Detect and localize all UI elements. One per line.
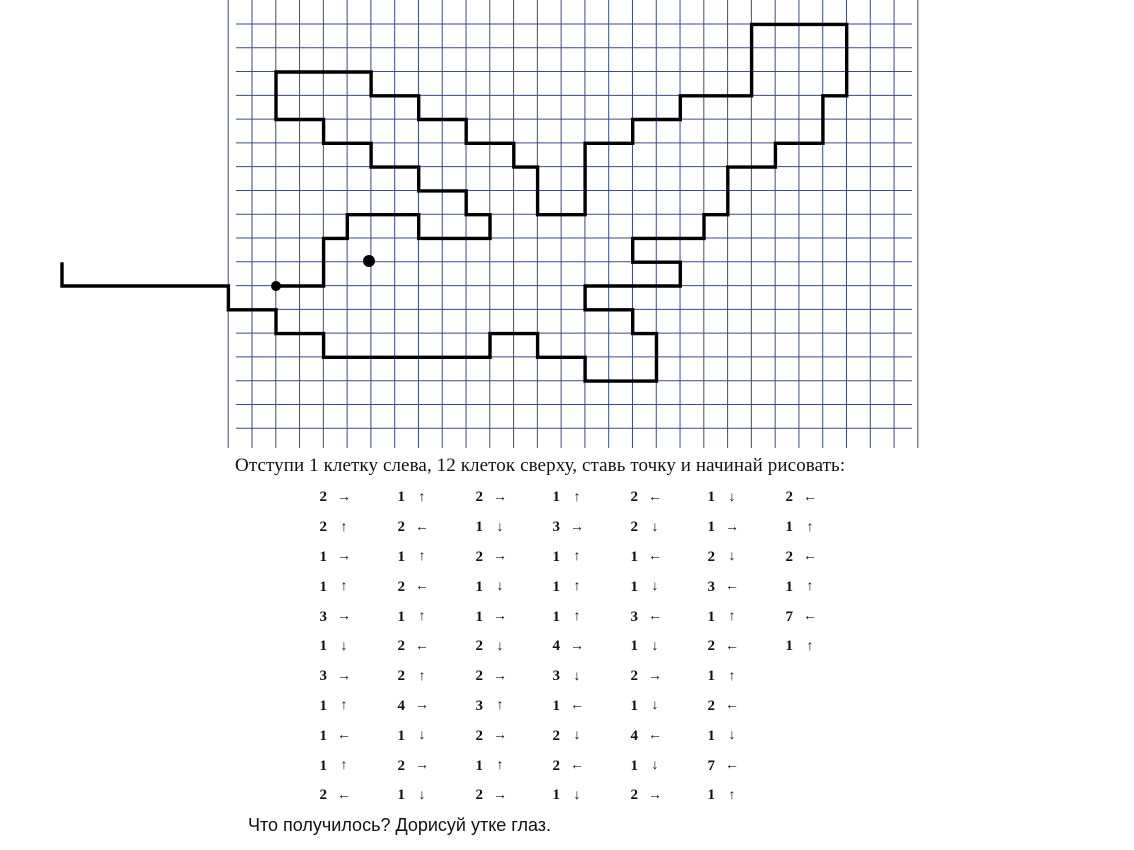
command-count: 1 [707,519,715,536]
command-item [546,602,626,632]
command-count: 2 [475,489,483,506]
command-column [313,483,393,811]
arrow-up-icon: ↑ [496,758,504,774]
command-count: 1 [475,519,483,536]
command-item [469,543,549,573]
command-item [391,632,471,662]
arrow-right-icon: → [648,787,662,803]
arrow-up-icon: ↑ [728,609,736,625]
arrow-up-icon: ↑ [418,668,426,684]
command-count: 2 [552,757,560,774]
command-count: 2 [319,787,327,804]
arrow-right-icon: → [493,728,507,744]
command-count: 2 [630,489,638,506]
arrow-up-icon: ↑ [418,489,426,505]
command-item [546,483,626,513]
command-item [779,513,859,543]
command-item [701,572,781,602]
command-count: 1 [552,787,560,804]
command-count: 1 [319,578,327,595]
arrow-right-icon: → [337,668,351,684]
command-item [701,721,781,751]
arrow-left-icon: ← [415,638,429,654]
arrow-up-icon: ↑ [496,698,504,714]
arrow-left-icon: ← [570,758,584,774]
command-count: 2 [707,697,715,714]
arrow-right-icon: → [725,519,739,535]
command-column [391,483,471,811]
command-count: 3 [630,608,638,625]
arrow-down-icon: ↓ [728,549,736,565]
command-item [546,692,626,722]
arrow-up-icon: ↑ [573,489,581,505]
command-count: 1 [707,787,715,804]
command-item [313,662,393,692]
command-count: 2 [475,727,483,744]
arrow-right-icon: → [648,668,662,684]
arrow-left-icon: ← [803,609,817,625]
arrow-down-icon: ↓ [651,638,659,654]
command-count: 1 [552,578,560,595]
command-item [313,513,393,543]
arrow-right-icon: → [493,668,507,684]
command-item [313,632,393,662]
arrow-right-icon: → [337,609,351,625]
command-count: 1 [785,638,793,655]
arrow-right-icon: → [415,698,429,714]
command-item [779,572,859,602]
command-item [313,572,393,602]
arrow-right-icon: → [337,489,351,505]
arrow-down-icon: ↓ [573,787,581,803]
command-column [701,483,781,811]
arrow-left-icon: ← [337,787,351,803]
question-text: Что получилось? Дорисуй утке глаз. [248,815,552,835]
command-count: 2 [319,519,327,536]
command-count: 1 [397,548,405,565]
command-count: 1 [397,787,405,804]
command-item [624,602,704,632]
command-item [313,483,393,513]
command-item [546,513,626,543]
command-item [624,572,704,602]
command-item [624,751,704,781]
command-item [701,602,781,632]
command-item [391,662,471,692]
command-count: 2 [707,548,715,565]
arrow-up-icon: ↑ [418,609,426,625]
command-count: 2 [397,757,405,774]
command-item [313,721,393,751]
command-item [469,602,549,632]
command-item [624,692,704,722]
command-count: 1 [552,548,560,565]
command-item [391,721,471,751]
command-count: 1 [319,638,327,655]
command-count: 1 [552,697,560,714]
grid-lines [228,0,918,450]
command-count: 1 [707,727,715,744]
arrow-right-icon: → [493,787,507,803]
command-item [391,513,471,543]
command-count: 1 [475,578,483,595]
command-count: 2 [475,548,483,565]
arrow-down-icon: ↓ [728,489,736,505]
arrow-down-icon: ↓ [573,728,581,744]
command-count: 3 [475,697,483,714]
command-item [469,483,549,513]
command-count: 2 [397,638,405,655]
command-count: 2 [475,668,483,685]
arrow-down-icon: ↓ [496,638,504,654]
command-item [391,543,471,573]
command-item [391,602,471,632]
arrow-down-icon: ↓ [418,787,426,803]
command-column [546,483,626,811]
command-item [469,662,549,692]
arrow-right-icon: → [337,549,351,565]
command-count: 4 [397,697,405,714]
arrow-up-icon: ↑ [728,787,736,803]
command-item [701,543,781,573]
duck-eye-dot [363,255,375,267]
command-count: 1 [475,757,483,774]
command-item [779,483,859,513]
command-item [546,662,626,692]
arrow-left-icon: ← [803,549,817,565]
arrow-right-icon: → [570,638,584,654]
arrow-up-icon: ↑ [340,579,348,595]
command-column [469,483,549,811]
command-item [546,751,626,781]
arrow-up-icon: ↑ [728,668,736,684]
command-item [546,721,626,751]
duck-outline [62,24,847,381]
command-count: 2 [785,489,793,506]
command-column [779,483,859,662]
command-item [624,662,704,692]
command-count: 1 [785,519,793,536]
arrow-right-icon: → [493,489,507,505]
arrow-right-icon: → [415,758,429,774]
command-count: 7 [785,608,793,625]
command-count: 1 [707,489,715,506]
command-column [624,483,704,811]
command-count: 2 [630,519,638,536]
command-count: 4 [630,727,638,744]
command-item [624,721,704,751]
command-item [624,543,704,573]
command-item [779,543,859,573]
command-count: 1 [552,608,560,625]
arrow-right-icon: → [570,519,584,535]
command-count: 1 [785,578,793,595]
arrow-up-icon: ↑ [806,638,814,654]
command-count: 1 [397,608,405,625]
instruction-text: Отступи 1 клетку слева, 12 клеток сверху, ставь точку и начинай рисовать: [235,455,846,476]
arrow-left-icon: ← [648,728,662,744]
arrow-down-icon: ↓ [496,519,504,535]
arrow-up-icon: ↑ [573,609,581,625]
command-count: 3 [319,668,327,685]
arrow-up-icon: ↑ [806,579,814,595]
command-count: 2 [319,489,327,506]
arrow-down-icon: ↓ [651,519,659,535]
command-item [391,692,471,722]
command-item [313,602,393,632]
command-count: 2 [785,548,793,565]
command-item [701,483,781,513]
arrow-left-icon: ← [570,698,584,714]
command-count: 2 [630,668,638,685]
command-item [391,751,471,781]
command-count: 4 [552,638,560,655]
command-count: 1 [319,727,327,744]
arrow-left-icon: ← [803,489,817,505]
command-item [546,781,626,811]
start-dot [271,281,281,291]
command-item [469,751,549,781]
command-item [391,572,471,602]
command-item [313,543,393,573]
command-item [701,781,781,811]
command-count: 2 [475,787,483,804]
command-count: 1 [707,668,715,685]
arrow-down-icon: ↓ [651,579,659,595]
command-item [701,632,781,662]
command-item [701,513,781,543]
command-item [469,572,549,602]
arrow-left-icon: ← [648,609,662,625]
arrow-down-icon: ↓ [340,638,348,654]
arrow-left-icon: ← [725,638,739,654]
command-count: 2 [475,638,483,655]
command-item [624,513,704,543]
command-item [624,781,704,811]
command-count: 1 [319,757,327,774]
command-count: 2 [707,638,715,655]
arrow-right-icon: → [493,549,507,565]
command-count: 1 [630,697,638,714]
command-item [546,543,626,573]
command-count: 2 [397,668,405,685]
command-count: 1 [630,548,638,565]
command-count: 1 [707,608,715,625]
command-count: 3 [707,578,715,595]
command-item [469,513,549,543]
command-item [391,781,471,811]
arrow-right-icon: → [493,609,507,625]
arrow-left-icon: ← [725,579,739,595]
command-item [313,751,393,781]
arrow-up-icon: ↑ [573,549,581,565]
command-count: 3 [319,608,327,625]
arrow-down-icon: ↓ [651,698,659,714]
arrow-left-icon: ← [337,728,351,744]
command-count: 1 [475,608,483,625]
command-item [701,692,781,722]
command-count: 2 [630,787,638,804]
arrow-up-icon: ↑ [340,519,348,535]
command-count: 1 [630,638,638,655]
command-item [469,721,549,751]
arrow-down-icon: ↓ [651,758,659,774]
command-item [779,602,859,632]
arrow-down-icon: ↓ [418,728,426,744]
command-item [313,781,393,811]
arrow-up-icon: ↑ [573,579,581,595]
command-item [469,692,549,722]
arrow-down-icon: ↓ [496,579,504,595]
command-item [624,483,704,513]
arrow-left-icon: ← [648,489,662,505]
command-item [469,632,549,662]
command-count: 2 [397,519,405,536]
command-item [313,692,393,722]
command-item [624,632,704,662]
command-count: 1 [630,578,638,595]
command-item [779,632,859,662]
command-count: 1 [319,548,327,565]
command-count: 1 [397,489,405,506]
command-count: 7 [707,757,715,774]
command-count: 1 [319,697,327,714]
arrow-left-icon: ← [725,698,739,714]
command-item [546,632,626,662]
command-count: 1 [630,757,638,774]
command-count: 1 [397,727,405,744]
command-item [701,751,781,781]
arrow-left-icon: ← [415,519,429,535]
arrow-up-icon: ↑ [418,549,426,565]
arrow-up-icon: ↑ [340,698,348,714]
arrow-left-icon: ← [725,758,739,774]
arrow-up-icon: ↑ [340,758,348,774]
command-item [546,572,626,602]
arrow-up-icon: ↑ [806,519,814,535]
command-count: 3 [552,519,560,536]
command-count: 1 [552,489,560,506]
arrow-left-icon: ← [415,579,429,595]
command-item [701,662,781,692]
arrow-down-icon: ↓ [728,728,736,744]
command-count: 3 [552,668,560,685]
command-count: 2 [552,727,560,744]
arrow-down-icon: ↓ [573,668,581,684]
command-item [391,483,471,513]
arrow-left-icon: ← [648,549,662,565]
command-count: 2 [397,578,405,595]
command-item [469,781,549,811]
